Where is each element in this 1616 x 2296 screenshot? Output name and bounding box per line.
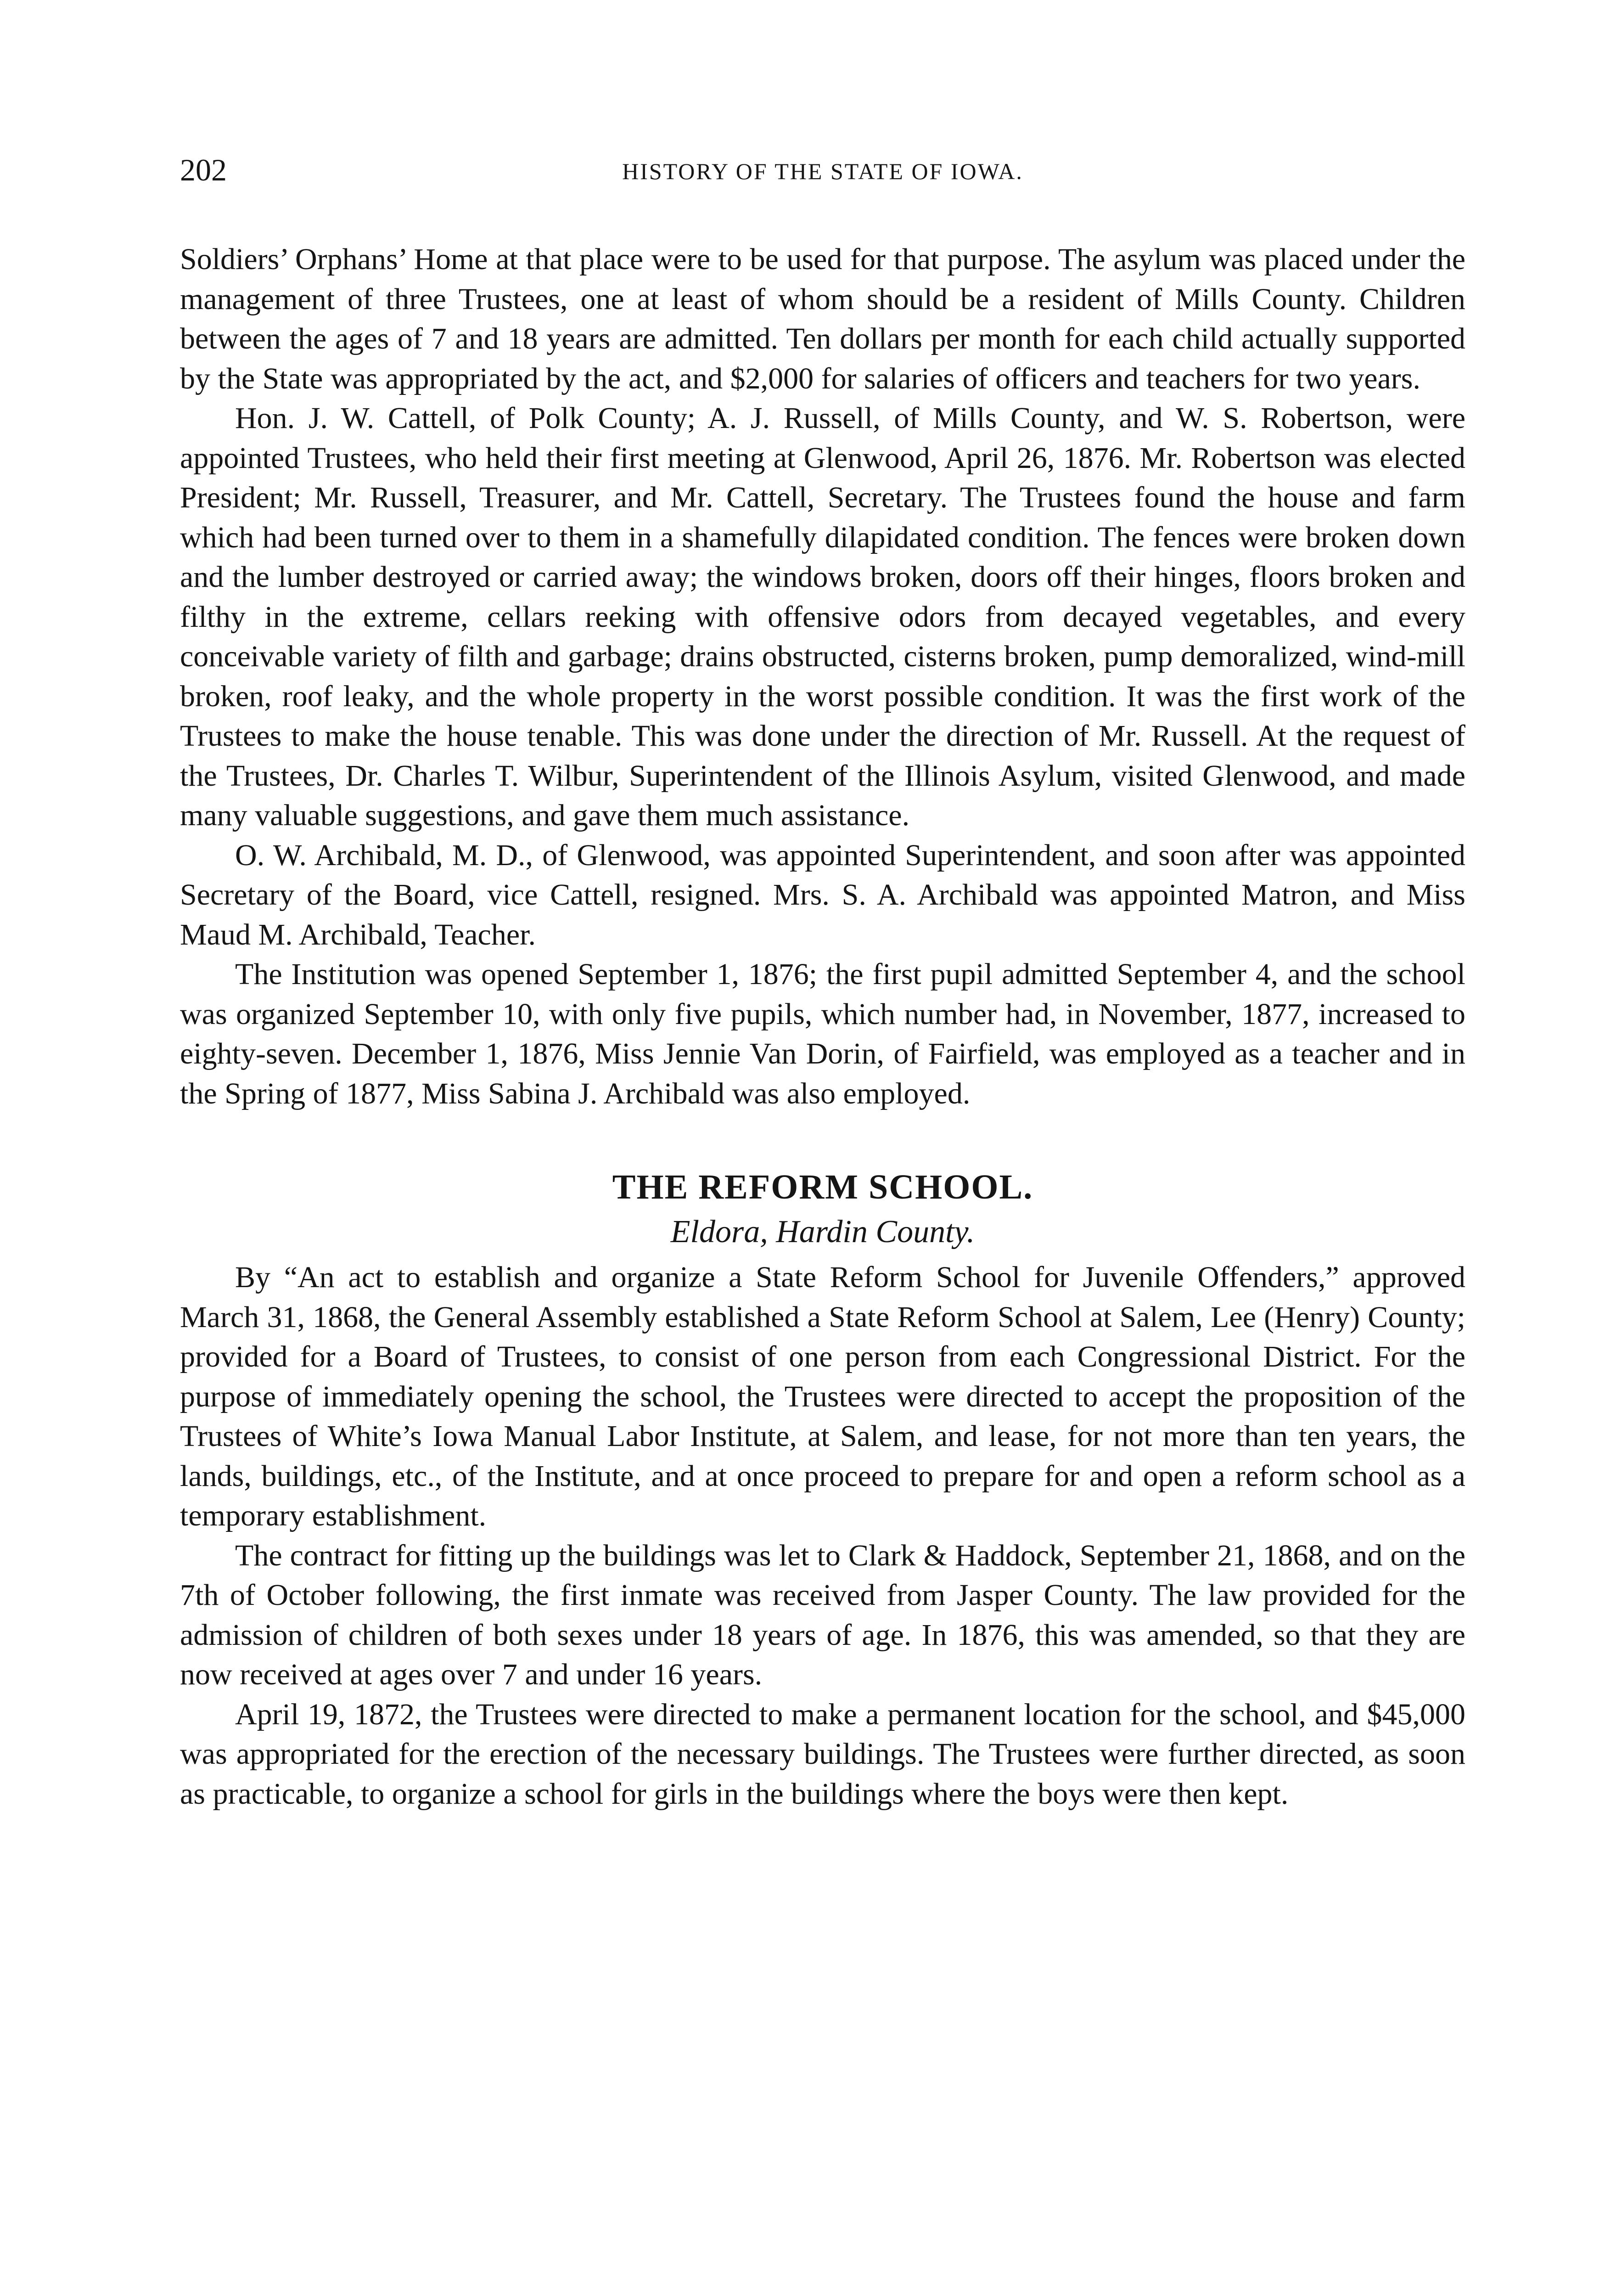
book-page <box>180 152 1465 1814</box>
body-text-section <box>180 1258 1465 1814</box>
body-text-top <box>180 240 1465 1114</box>
paragraph: Hon. J. W. Cattell, of Polk County; A. J. Russell, of Mills County, and W. S. Robertson, were appointed Trustees, who held their first meeting at Glenwood, April 26, 1876. Mr. Robertson was elected President; Mr. Russell, Treasurer, and Mr. Cattell, Secretary. The Trustees found the house and farm which had been turned over to them in a shamefully dilapidated condition. The fences were broken down and the lumber destroyed or carried away; the windows broken, doors off their hinges, floors broken and filthy in the extreme, cellars reeking with offensive odors from decayed vegetables, and every conceivable variety of filth and garbage; drains obstructed, cisterns broken, pump demoralized, wind-mill broken, roof leaky, and the whole property in the worst possible condition. It was the first work of the Trustees to make the house tenable. This was done under the direction of Mr. Russell. At the request of the Trustees, Dr. Charles T. Wilbur, Superintendent of the Illinois Asylum, visited Glenwood, and made many valuable suggestions, and gave them much assistance. <box>180 401 1465 832</box>
section-heading: THE REFORM SCHOOL. <box>612 1168 1033 1206</box>
running-header <box>180 152 1465 197</box>
running-title: HISTORY OF THE STATE OF IOWA. <box>622 158 1023 184</box>
page-number: 202 <box>180 152 227 187</box>
paragraph: The Institution was opened September 1, 1876; the first pupil admitted September 4, and the school was organized September 10, with only five pupils, which number had, in November, 1877, increased to eighty-seven. December 1, 1876, Miss Jennie Van Dorin, of Fairfield, was employed as a teacher and in the Spring of 1877, Miss Sabina J. Archibald was also employed. <box>180 957 1465 1110</box>
section-subheading: Eldora, Hardin County. <box>670 1214 975 1249</box>
paragraph: O. W. Archibald, M. D., of Glenwood, was appointed Superintendent, and soon after was appointed Secretary of the Board, vice Cattell, resigned. Mrs. S. A. Archibald was appointed Matron, and Miss Maud M. Archibald, Teacher. <box>180 838 1465 951</box>
paragraph: The contract for fitting up the buildings was let to Clark & Haddock, September 21, 1868, and on the 7th of October following, the first inmate was received from Jasper County. The law provided for the admission of children of both sexes under 18 years of age. In 1876, this was amended, so that they are now received at ages over 7 and under 16 years. <box>180 1538 1465 1691</box>
paragraph: By “An act to establish and organize a State Reform School for Juvenile Offenders,” approved March 31, 1868, the General Assembly established a State Reform School at Salem, Lee (Henry) County; provided for a Board of Trustees, to consist of one person from each Congressional District. For the purpose of immediately opening the school, the Trustees were directed to accept the proposition of the Trustees of White’s Iowa Manual Labor Institute, at Salem, and lease, for not more than ten years, the lands, buildings, etc., of the Institute, and at once proceed to prepare for and open a reform school as a temporary establishment. <box>180 1261 1465 1532</box>
paragraph: April 19, 1872, the Trustees were directed to make a permanent location for the school, and $45,000 was appropriated for the erection of the necessary buildings. The Trustees were further directed, as soon as practicable, to organize a school for girls in the buildings where the boys were then kept. <box>180 1697 1465 1811</box>
paragraph: Soldiers’ Orphans’ Home at that place were to be used for that purpose. The asylum was placed under the management of three Trustees, one at least of whom should be a resident of Mills County. Children between the ages of 7 and 18 years are admitted. Ten dollars per month for each child actually supported by the State was appropriated by the act, and $2,000 for salaries of officers and teachers for two years. <box>180 242 1465 395</box>
